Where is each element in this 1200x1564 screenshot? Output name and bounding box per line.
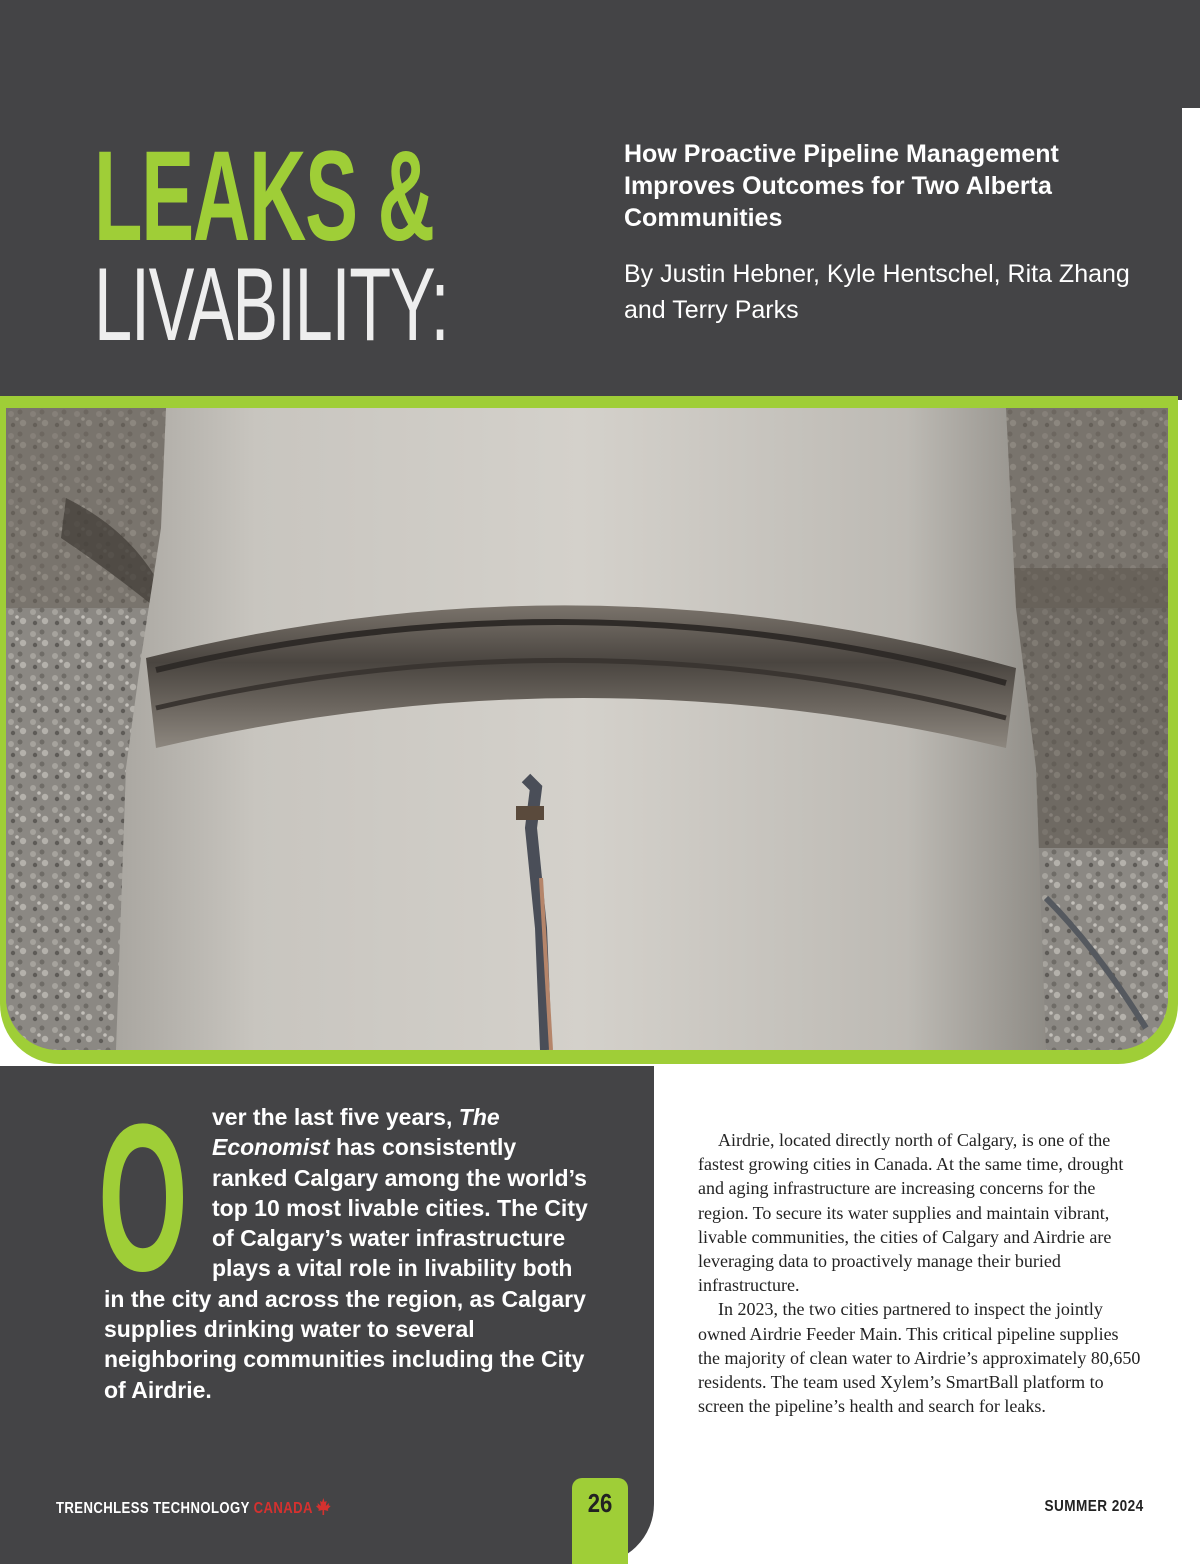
lead-paragraph <box>104 1102 594 1405</box>
title-line-1: LEAKS & <box>94 125 434 268</box>
issue-label: SUMMER 2024 <box>1044 1498 1144 1515</box>
body-paragraph: In 2023, the two cities partnered to inspect the jointly owned Airdrie Feeder Main. This critical pipeline supplies the majority of clean water to Airdrie’s approximately 80,650 residents. The team used Xylem’s SmartBall platform to screen the pipeline’s health and search for leaks. <box>698 1299 1141 1417</box>
pipe-joint-photo <box>6 408 1168 1050</box>
publication-accent: CANADA <box>253 1500 313 1517</box>
publication-name <box>56 1498 331 1518</box>
drop-cap: O <box>98 1080 188 1315</box>
lead-part-1: ver the last five years, <box>212 1104 459 1130</box>
page-edge <box>1182 108 1200 408</box>
body-column <box>698 1128 1144 1418</box>
maple-leaf-icon <box>316 1498 331 1515</box>
article-subtitle: How Proactive Pipeline Management Improves Outcomes for Two Alberta Communities <box>624 140 1059 232</box>
publication-title: The Economist <box>212 1104 500 1161</box>
title-line-2: LIVABILITY: <box>94 247 449 363</box>
body-paragraph: Airdrie, located directly north of Calgary, is one of the fastest growing cities in Canada. At the same time, drought and aging infrastructure are increasing concerns for the region. To secure its water supplies and maintain vibrant, livable communities, the cities of Calgary and Airdrie are leveraging data to proactively manage their buried infrastructure. <box>698 1130 1124 1296</box>
page-number: 26 <box>587 1488 613 1518</box>
publication-label: TRENCHLESS TECHNOLOGY <box>56 1500 254 1517</box>
article-byline: By Justin Hebner, Kyle Hentschel, Rita Zhang and Terry Parks <box>624 260 1130 324</box>
lead-part-2: has consistently ranked Calgary among the world’s top 10 most livable cities. The City of Calgary’s water infrastructure plays a vital role in livability both in the city and across the region, as Calgary supplies drinking water to several neighboring communities including the City of Airdrie. <box>104 1134 588 1403</box>
